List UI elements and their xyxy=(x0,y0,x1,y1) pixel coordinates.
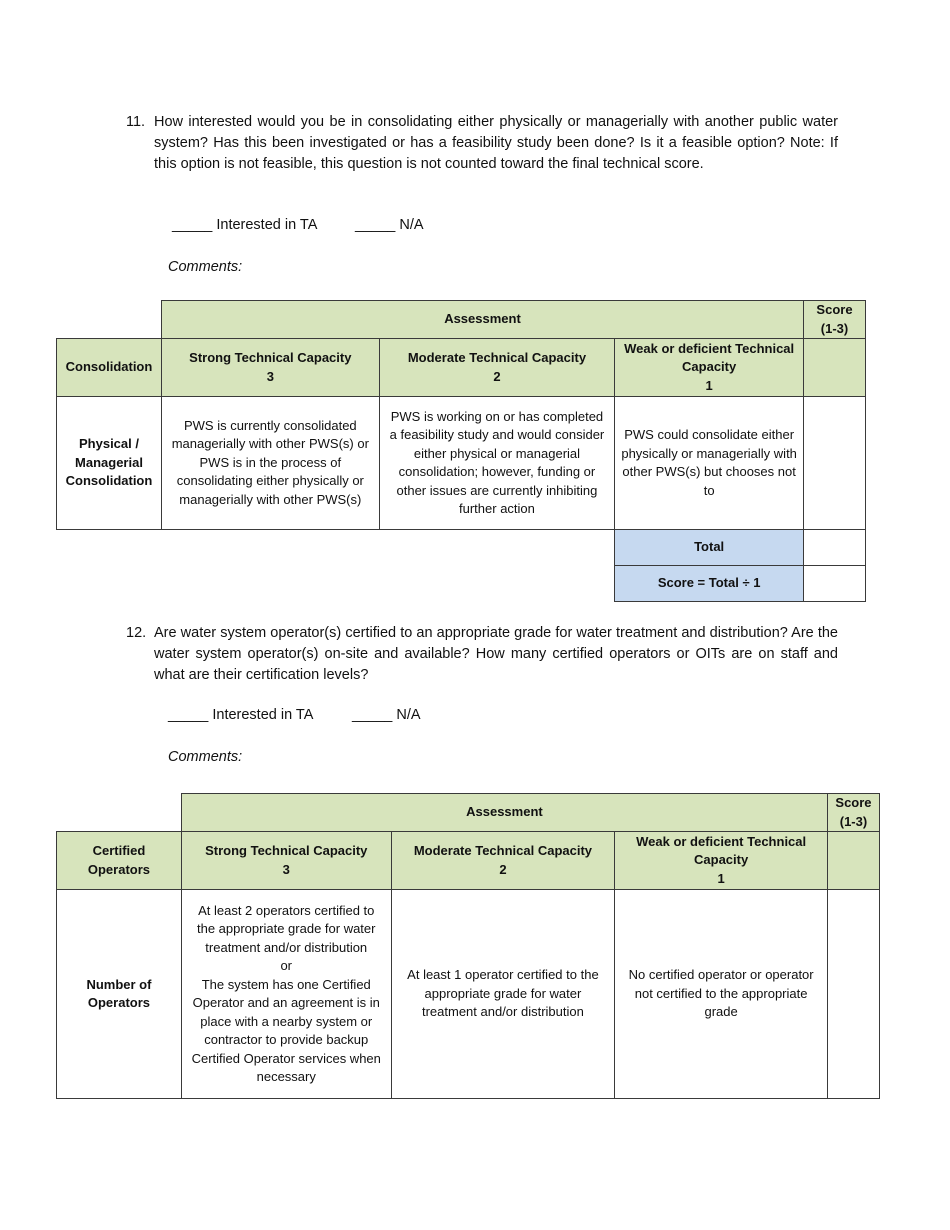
q11-score-header-blank xyxy=(804,339,866,397)
q12-score-header: Score (1-3) xyxy=(827,794,879,832)
q11-category: Consolidation xyxy=(57,339,162,397)
q11-assessment-table xyxy=(56,300,866,602)
q12-category: Certified Operators xyxy=(57,832,182,890)
q11-row-label: Physical / Managerial Consolidation xyxy=(57,397,162,530)
q12-na: _____ N/A xyxy=(352,707,421,723)
q12-capacity-row xyxy=(57,832,880,890)
q11-weak-criteria: PWS could consolidate either physically or managerially with other PWS(s) but chooses not to xyxy=(615,397,804,530)
q12-score-header-blank xyxy=(827,832,879,890)
q11-assessment-header: Assessment xyxy=(161,301,803,339)
q12-interested-ta: _____ Interested in TA xyxy=(168,707,314,723)
q12-strong-criteria: At least 2 operators certified to the appropriate grade for water treatment and/or distribution or The system has one Certified Operator and an agreement is in place with a nearby system or contractor to provide backup Certified Operator services when necessary xyxy=(181,890,391,1099)
q11-score-value[interactable] xyxy=(804,566,866,602)
q11-strong-criteria: PWS is currently consolidated managerially with other PWS(s) or PWS is in the process of consolidating either physically or managerially with other PWS(s) xyxy=(161,397,379,530)
q11-table-header-row xyxy=(57,301,866,339)
q12-weak-header: Weak or deficient Technical Capacity 1 xyxy=(615,832,828,890)
q12-strong-header: Strong Technical Capacity 3 xyxy=(181,832,391,890)
q12-table-header-row xyxy=(57,794,880,832)
q11-criteria-row xyxy=(57,397,866,530)
q11-strong-header: Strong Technical Capacity 3 xyxy=(161,339,379,397)
q11-total-value[interactable] xyxy=(804,530,866,566)
q11-capacity-row xyxy=(57,339,866,397)
q12-criteria-row xyxy=(57,890,880,1099)
q12-assessment-table xyxy=(56,793,880,1099)
q11-moderate-criteria: PWS is working on or has completed a feasibility study and would consider either physical or managerial consolidation; however, funding or other issues are currently inhibiting further action xyxy=(379,397,615,530)
q11-score-header: Score (1-3) xyxy=(804,301,866,339)
q11-total-label: Total xyxy=(615,530,804,566)
q12-row-label: Number of Operators xyxy=(57,890,182,1099)
q11-number: 11. xyxy=(126,114,146,130)
q11-interested-ta: _____ Interested in TA xyxy=(172,217,318,233)
q12-moderate-criteria: At least 1 operator certified to the appropriate grade for water treatment and/or distribution xyxy=(391,890,615,1099)
q11-comments-label: Comments: xyxy=(168,259,243,275)
q12-number: 12. xyxy=(126,625,147,641)
q12-comments-label: Comments: xyxy=(168,749,243,765)
q11-score-row xyxy=(57,566,866,602)
q11-score-formula: Score = Total ÷ 1 xyxy=(615,566,804,602)
q12-score-cell[interactable] xyxy=(827,890,879,1099)
q11-moderate-header: Moderate Technical Capacity 2 xyxy=(379,339,615,397)
q12-moderate-header: Moderate Technical Capacity 2 xyxy=(391,832,615,890)
q11-total-row xyxy=(57,530,866,566)
q12-text: Are water system operator(s) certified to an appropriate grade for water treatment and distribution? Are the water system operator(s) on-site and available? How many certified operators or OITs are on staff and what are their certification levels? xyxy=(154,625,838,683)
q11-weak-header: Weak or deficient Technical Capacity 1 xyxy=(615,339,804,397)
q12-weak-criteria: No certified operator or operator not certified to the appropriate grade xyxy=(615,890,828,1099)
q11-na: _____ N/A xyxy=(355,217,424,233)
q11-text: How interested would you be in consolidating either physically or managerially with another public water system? Has this been investigated or has a feasibility study been done? Is it a feasible option? Note: If this option is not feasible, this question is not counted toward the final technical score. xyxy=(154,114,838,172)
q12-assessment-header: Assessment xyxy=(181,794,827,832)
q11-score-cell[interactable] xyxy=(804,397,866,530)
